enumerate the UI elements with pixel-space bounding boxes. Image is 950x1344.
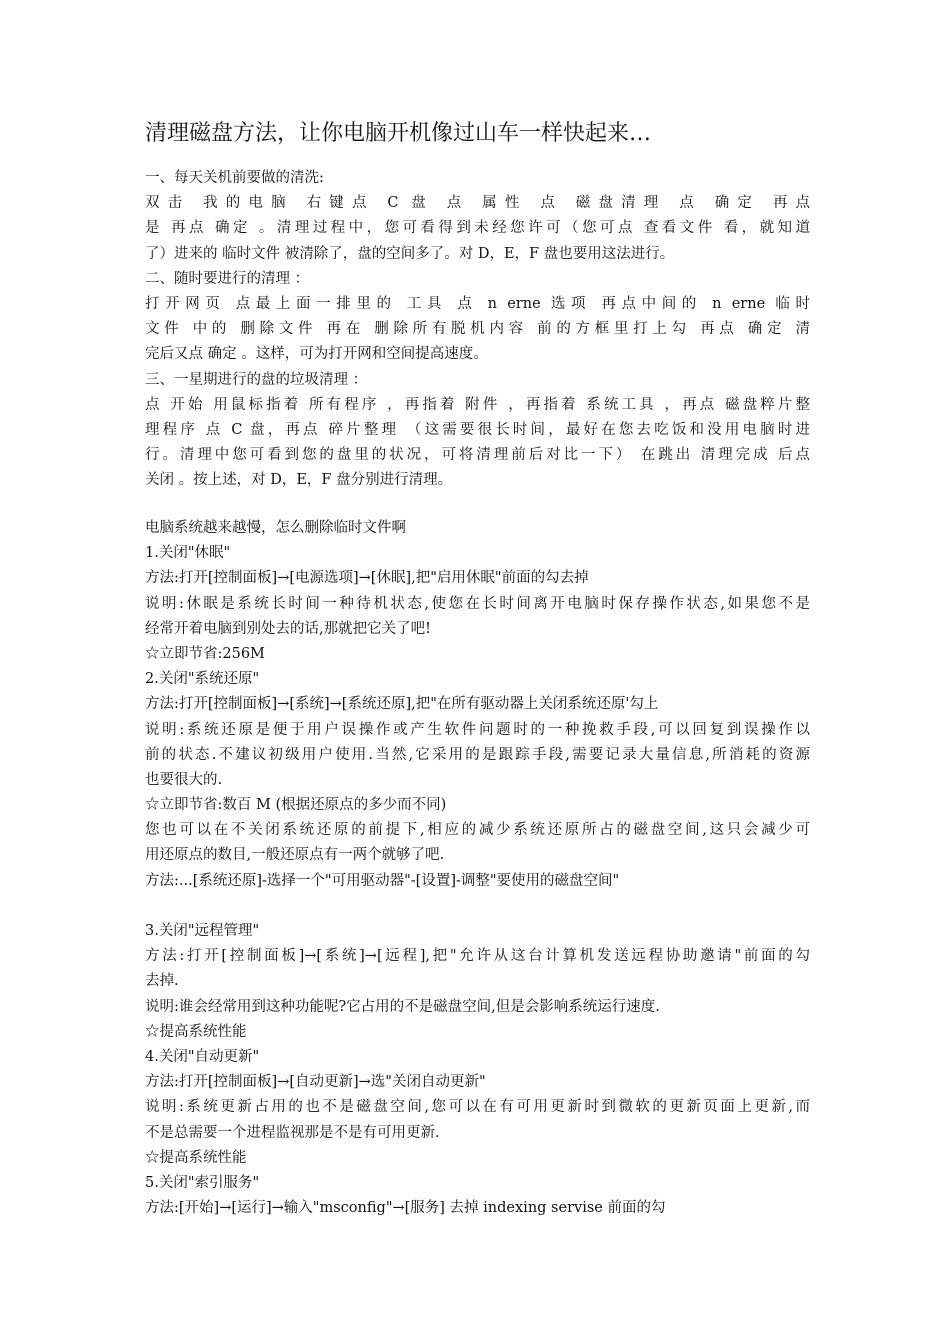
cleanup-text-line: 是 再点 确定 。清理过程中，您可看得到未经您许可（您可点 查看文件 看，就知道 <box>145 220 810 237</box>
cleanup-text-line: 完后又点 确定 。这样，可为打开网和空间提高速度。 <box>145 346 488 363</box>
cleanup-text-line: 理程序 点 C 盘，再点 碎片整理 （这需要很长时间，最好在您去吃饭和没用电脑时进 <box>145 421 810 438</box>
temp-files-text-line: 1.关闭"休眠" <box>145 545 231 562</box>
temp-files-text-line: 经常开着电脑到别处去的话,那就把它关了吧! <box>145 620 431 637</box>
temp-files-text-line: 前的状态.不建议初级用户使用.当然,它采用的是跟踪手段,需要记录大量信息,所消耗的资源 <box>145 746 810 763</box>
temp-files-text-line: ☆立即节省:256M <box>145 645 265 662</box>
temp-files-text-line: 您也可以在不关闭系统还原的前提下,相应的减少系统还原所占的磁盘空间,这只会减少可 <box>145 822 810 839</box>
temp-files-text-line: 说明:谁会经常用到这种功能呢?它占用的不是磁盘空间,但是会影响系统运行速度. <box>145 998 660 1015</box>
temp-files-text-line: 用还原点的数目,一般还原点有一两个就够了吧. <box>145 847 445 864</box>
temp-files-text-line: 说明:休眠是系统长时间一种待机状态,使您在长时间离开电脑时保存操作状态,如果您不是 <box>145 595 810 612</box>
temp-files-text-line: 去掉. <box>145 973 179 990</box>
temp-files-text-line: 4.关闭"自动更新" <box>145 1048 260 1065</box>
temp-files-text-line: ☆提高系统性能 <box>145 1023 247 1040</box>
temp-files-text-line: 方法:打开[控制面板]→[系统]→[系统还原],把"在所有驱动器上关闭系统还原'勾上 <box>145 696 659 713</box>
cleanup-text-line: 文件 中的 删除文件 再在 删除所有脱机内容 前的方框里打上勾 再点 确定 清 <box>145 321 810 338</box>
temp-files-text-line: 方法:打开[控制面板]→[系统]→[远程],把"允许从这台计算机发送远程协助邀请"前面的勾 <box>145 948 810 965</box>
temp-files-text-line: 电脑系统越来越慢，怎么删除临时文件啊 <box>145 520 406 536</box>
temp-files-text-line: ☆立即节省:数百 M (根据还原点的多少而不同) <box>145 797 447 814</box>
temp-files-text-line <box>145 894 810 919</box>
cleanup-text-line: 了）进来的 临时文件 被清除了，盘的空间多了。对 D，E，F 盘也要用这法进行。 <box>145 245 675 262</box>
cleanup-text-line: 行。清理中您可看到您的盘里的状况，可将清理前后对比一下） 在跳出 清理完成 后点 <box>145 447 810 464</box>
temp-files-text-line: 方法:...[系统还原]-选择一个"可用驱动器"-[设置]-调整"要使用的磁盘空间" <box>145 872 620 889</box>
cleanup-text-line: 点 开始 用鼠标指着 所有程序 ，再指着 附件 ，再指着 系统工具 ，再点 磁盘粹片整 <box>145 396 810 413</box>
temp-files-text-line: 不是总需要一个进程监视那是不是有可用更新. <box>145 1124 440 1141</box>
temp-files-text-line: 2.关闭"系统还原" <box>145 671 260 688</box>
temp-files-text-line: 也要很大的. <box>145 771 223 788</box>
temp-files-text-line: 方法:[开始]→[运行]→输入"msconfig"→[服务] 去掉 indexing servise 前面的勾 <box>145 1200 666 1217</box>
cleanup-text-line: 一、每天关机前要做的清洗: <box>145 170 324 186</box>
temp-files-section <box>145 516 810 1221</box>
temp-files-text-line: 方法:打开[控制面板]→[自动更新]→选"关闭自动更新" <box>145 1074 486 1091</box>
cleanup-text-line: 双击 我的电脑 右键点 C 盘 点 属性 点 磁盘清理 点 确定 再点 <box>145 195 810 212</box>
temp-files-text-line: 说明:系统更新占用的也不是磁盘空间,您可以在有可用更新时到微软的更新页面上更新,而 <box>145 1099 810 1116</box>
document-title: 清理磁盘方法，让你电脑开机像过山车一样快起来… <box>145 121 652 146</box>
cleanup-text-line: 二、随时要进行的清理 ： <box>145 270 310 287</box>
temp-files-text-line: 5.关闭"索引服务" <box>145 1174 260 1191</box>
temp-files-text-line: 说明:系统还原是便于用户误操作或产生软件问题时的一种挽救手段,可以回复到误操作以 <box>145 721 810 738</box>
cleanup-text-line: 关闭 。按上述，对 D，E，F 盘分别进行清理。 <box>145 472 453 489</box>
temp-files-text-line: ☆提高系统性能 <box>145 1149 247 1166</box>
cleanup-text-line: 打开网页 点最上面一排里的 工具 点 n erne 选项 再点中间的 n erne 临时 <box>145 295 810 312</box>
cleanup-text-line: 三、一星期进行的盘的垃圾清理 ： <box>145 371 368 388</box>
temp-files-text-line: 3.关闭"远程管理" <box>145 923 260 939</box>
cleanup-section <box>145 166 810 493</box>
temp-files-text-line: 方法:打开[控制面板]→[电源选项]→[休眠],把"启用休眠"前面的勾去掉 <box>145 570 589 587</box>
